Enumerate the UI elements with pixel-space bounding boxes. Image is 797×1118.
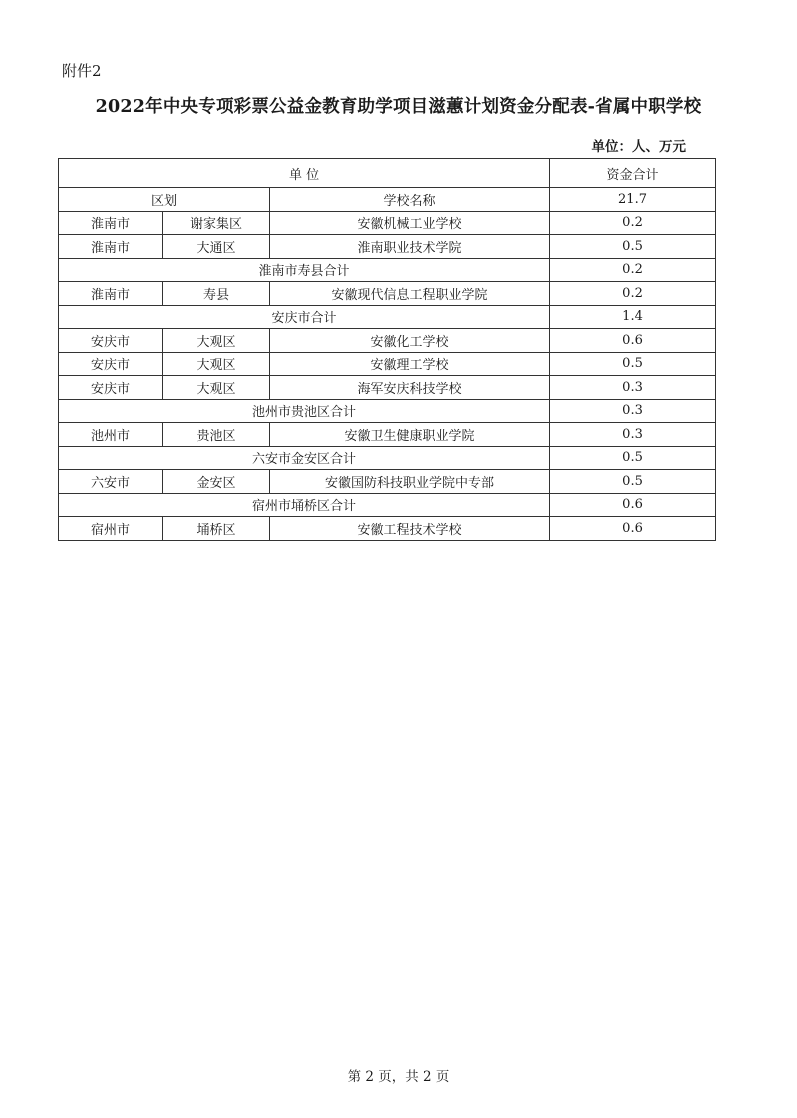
city-cell: 安庆市 bbox=[59, 376, 163, 400]
district-cell: 金安区 bbox=[163, 470, 270, 494]
subtotal-row bbox=[59, 305, 716, 329]
table-row bbox=[59, 352, 716, 376]
subheader-school-cell: 学校名称 bbox=[270, 188, 550, 212]
school-name-cell: 海军安庆科技学校 bbox=[270, 376, 550, 400]
subtotal-value-cell: 1.4 bbox=[550, 305, 716, 329]
district-cell: 大通区 bbox=[163, 235, 270, 259]
district-cell: 大观区 bbox=[163, 376, 270, 400]
subtotal-row bbox=[59, 258, 716, 282]
document-title: 2022年中央专项彩票公益金教育助学项目滋蕙计划资金分配表-省属中职学校 bbox=[95, 97, 702, 117]
subtotal-label-cell: 淮南市寿县合计 bbox=[59, 258, 550, 282]
city-cell: 安庆市 bbox=[59, 329, 163, 353]
funds-value-cell: 0.2 bbox=[550, 282, 716, 306]
table-subheader-row bbox=[59, 188, 716, 212]
unit-note: 单位：人、万元 bbox=[591, 139, 686, 155]
city-cell: 淮南市 bbox=[59, 282, 163, 306]
subtotal-value-cell: 0.5 bbox=[550, 446, 716, 470]
subheader-district-cell: 区划 bbox=[59, 188, 270, 212]
school-name-cell: 淮南职业技术学院 bbox=[270, 235, 550, 259]
school-name-cell: 安徽工程技术学校 bbox=[270, 517, 550, 541]
district-cell: 寿县 bbox=[163, 282, 270, 306]
subtotal-label-cell: 池州市贵池区合计 bbox=[59, 399, 550, 423]
table-row bbox=[59, 376, 716, 400]
funds-value-cell: 0.5 bbox=[550, 470, 716, 494]
subtotal-label-cell: 宿州市埇桥区合计 bbox=[59, 493, 550, 517]
table-row bbox=[59, 423, 716, 447]
school-name-cell: 安徽化工学校 bbox=[270, 329, 550, 353]
subtotal-row bbox=[59, 493, 716, 517]
page-footer: 第 2 页，共 2 页 bbox=[347, 1069, 450, 1085]
funds-value-cell: 0.5 bbox=[550, 235, 716, 259]
funds-value-cell: 0.2 bbox=[550, 211, 716, 235]
allocation-table bbox=[58, 158, 716, 541]
district-cell: 谢家集区 bbox=[163, 211, 270, 235]
funds-value-cell: 0.3 bbox=[550, 376, 716, 400]
subtotal-label-cell: 安庆市合计 bbox=[59, 305, 550, 329]
table-header-row bbox=[59, 159, 716, 188]
subtotal-row bbox=[59, 446, 716, 470]
table-row bbox=[59, 282, 716, 306]
district-cell: 埇桥区 bbox=[163, 517, 270, 541]
subtotal-value-cell: 0.3 bbox=[550, 399, 716, 423]
table-row bbox=[59, 470, 716, 494]
table-row bbox=[59, 211, 716, 235]
school-name-cell: 安徽卫生健康职业学院 bbox=[270, 423, 550, 447]
table-row bbox=[59, 329, 716, 353]
funds-value-cell: 0.6 bbox=[550, 517, 716, 541]
subtotal-row bbox=[59, 399, 716, 423]
city-cell: 池州市 bbox=[59, 423, 163, 447]
grand-total-cell: 21.7 bbox=[550, 188, 716, 212]
city-cell: 六安市 bbox=[59, 470, 163, 494]
table-row bbox=[59, 235, 716, 259]
district-cell: 大观区 bbox=[163, 329, 270, 353]
table-row bbox=[59, 517, 716, 541]
subtotal-label-cell: 六安市金安区合计 bbox=[59, 446, 550, 470]
school-name-cell: 安徽理工学校 bbox=[270, 352, 550, 376]
city-cell: 淮南市 bbox=[59, 235, 163, 259]
funds-value-cell: 0.3 bbox=[550, 423, 716, 447]
city-cell: 淮南市 bbox=[59, 211, 163, 235]
header-funds-cell: 资金合计 bbox=[550, 159, 716, 188]
funds-value-cell: 0.5 bbox=[550, 352, 716, 376]
attachment-label: 附件2 bbox=[62, 62, 102, 80]
school-name-cell: 安徽现代信息工程职业学院 bbox=[270, 282, 550, 306]
school-name-cell: 安徽机械工业学校 bbox=[270, 211, 550, 235]
funds-value-cell: 0.6 bbox=[550, 329, 716, 353]
header-unit-cell: 单 位 bbox=[59, 159, 550, 188]
district-cell: 贵池区 bbox=[163, 423, 270, 447]
city-cell: 安庆市 bbox=[59, 352, 163, 376]
school-name-cell: 安徽国防科技职业学院中专部 bbox=[270, 470, 550, 494]
city-cell: 宿州市 bbox=[59, 517, 163, 541]
subtotal-value-cell: 0.2 bbox=[550, 258, 716, 282]
subtotal-value-cell: 0.6 bbox=[550, 493, 716, 517]
district-cell: 大观区 bbox=[163, 352, 270, 376]
